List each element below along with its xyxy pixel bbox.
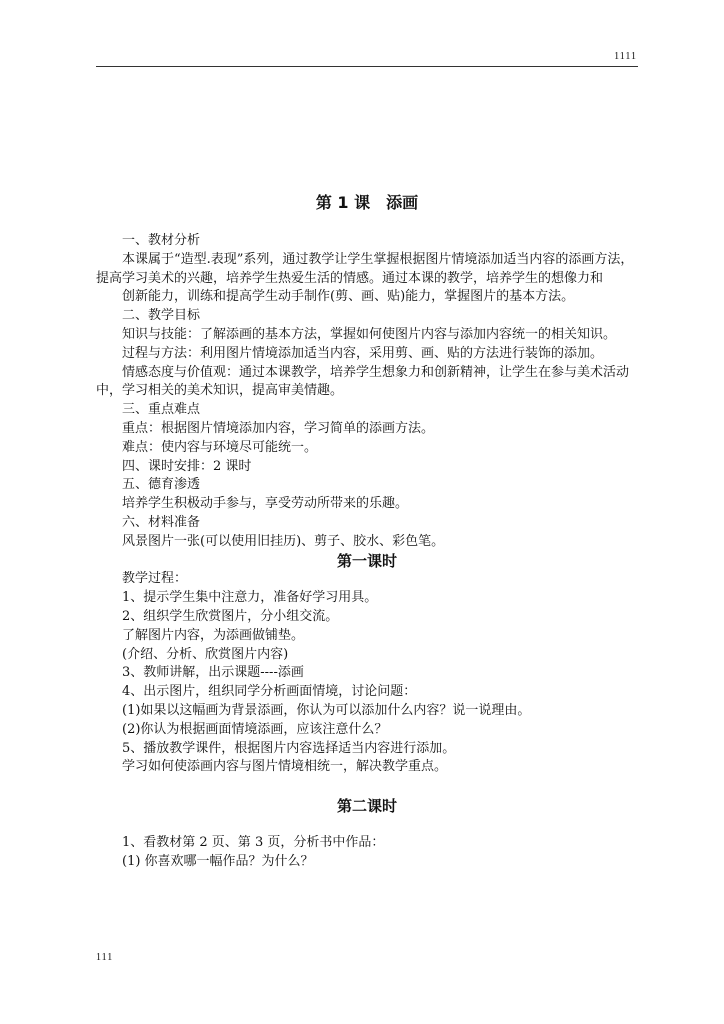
list-item: 了解图片内容，为添画做铺垫。: [122, 627, 305, 643]
section-heading: 四、课时安排：2 课时: [122, 458, 252, 474]
section-heading: 二、教学目标: [122, 308, 201, 324]
section-heading: 三、重点难点: [122, 402, 201, 418]
paragraph: 难点：使内容与环境尽可能统一。: [122, 439, 318, 455]
list-item: (介绍、分析、欣赏图片内容): [122, 646, 289, 662]
section-heading: 五、德育渗透: [122, 477, 201, 493]
paragraph: 知识与技能：了解添画的基本方法，掌握如何使图片内容与添加内容统一的相关知识。: [122, 326, 617, 342]
paragraph: 过程与方法：利用图片情境添加适当内容，采用剪、画、贴的方法进行装饰的添加。: [122, 345, 604, 361]
list-item: (1) 你喜欢哪一幅作品？为什么？: [122, 853, 314, 869]
list-item: 教学过程：: [122, 571, 188, 587]
header-rule: [96, 66, 638, 67]
lesson-2-heading: 第二课时: [336, 797, 397, 816]
list-item: (1)如果以这幅画为背景添画，你认为可以添加什么内容？说一说理由。: [122, 702, 531, 718]
lesson-1-heading: 第一课时: [336, 551, 397, 570]
paragraph: 创新能力，训练和提高学生动手制作(剪、画、贴)能力，掌握图片的基本方法。: [122, 289, 575, 305]
section-heading: 六、材料准备: [122, 514, 201, 530]
list-item: 2、组织学生欣赏图片，分小组交流。: [122, 608, 339, 624]
list-item: 1、看教材第 2 页、第 3 页，分析书中作品：: [122, 834, 385, 850]
list-item: 1、提示学生集中注意力，准备好学习用具。: [122, 590, 378, 606]
list-item: (2)你认为根据画面情境添画，应该注意什么？: [122, 721, 388, 737]
section-heading: 一、教材分析: [122, 233, 201, 248]
paragraph: 风景图片一张(可以使用旧挂历)、剪子、胶水、彩色笔。: [122, 533, 445, 549]
paragraph: 重点：根据图片情境添加内容，学习简单的添画方法。: [122, 420, 435, 436]
paragraph: 情感态度与价值观：通过本课教学，培养学生想象力和创新精神，让学生在参与美术活动中，学习相关的美术知识，提高审美情趣。: [96, 364, 630, 399]
list-item: 学习如何使添画内容与图片情境相统一，解决教学重点。: [122, 759, 448, 775]
paragraph: 培养学生积极动手参与，享受劳动所带来的乐趣。: [122, 496, 409, 512]
list-item: 4、出示图片，组织同学分析画面情境，讨论问题：: [122, 684, 417, 700]
header-page-number: 1111: [614, 51, 637, 62]
document-body: [96, 232, 638, 872]
footer-page-number: 111: [96, 952, 114, 963]
lesson-title: 第 1 课 添画: [315, 193, 419, 212]
list-item: 3、教师讲解，出示课题----添画: [122, 665, 304, 681]
list-item: 5、播放教学课件，根据图片内容选择适当内容进行添加。: [122, 740, 456, 756]
paragraph: 本课属于“造型.表现”系列，通过教学让学生掌握根据图片情境添加适当内容的添画方法，提高学习美术的兴趣，培养学生热爱生活的情感。通过本课的教学，培养学生的想像力和: [96, 251, 634, 286]
